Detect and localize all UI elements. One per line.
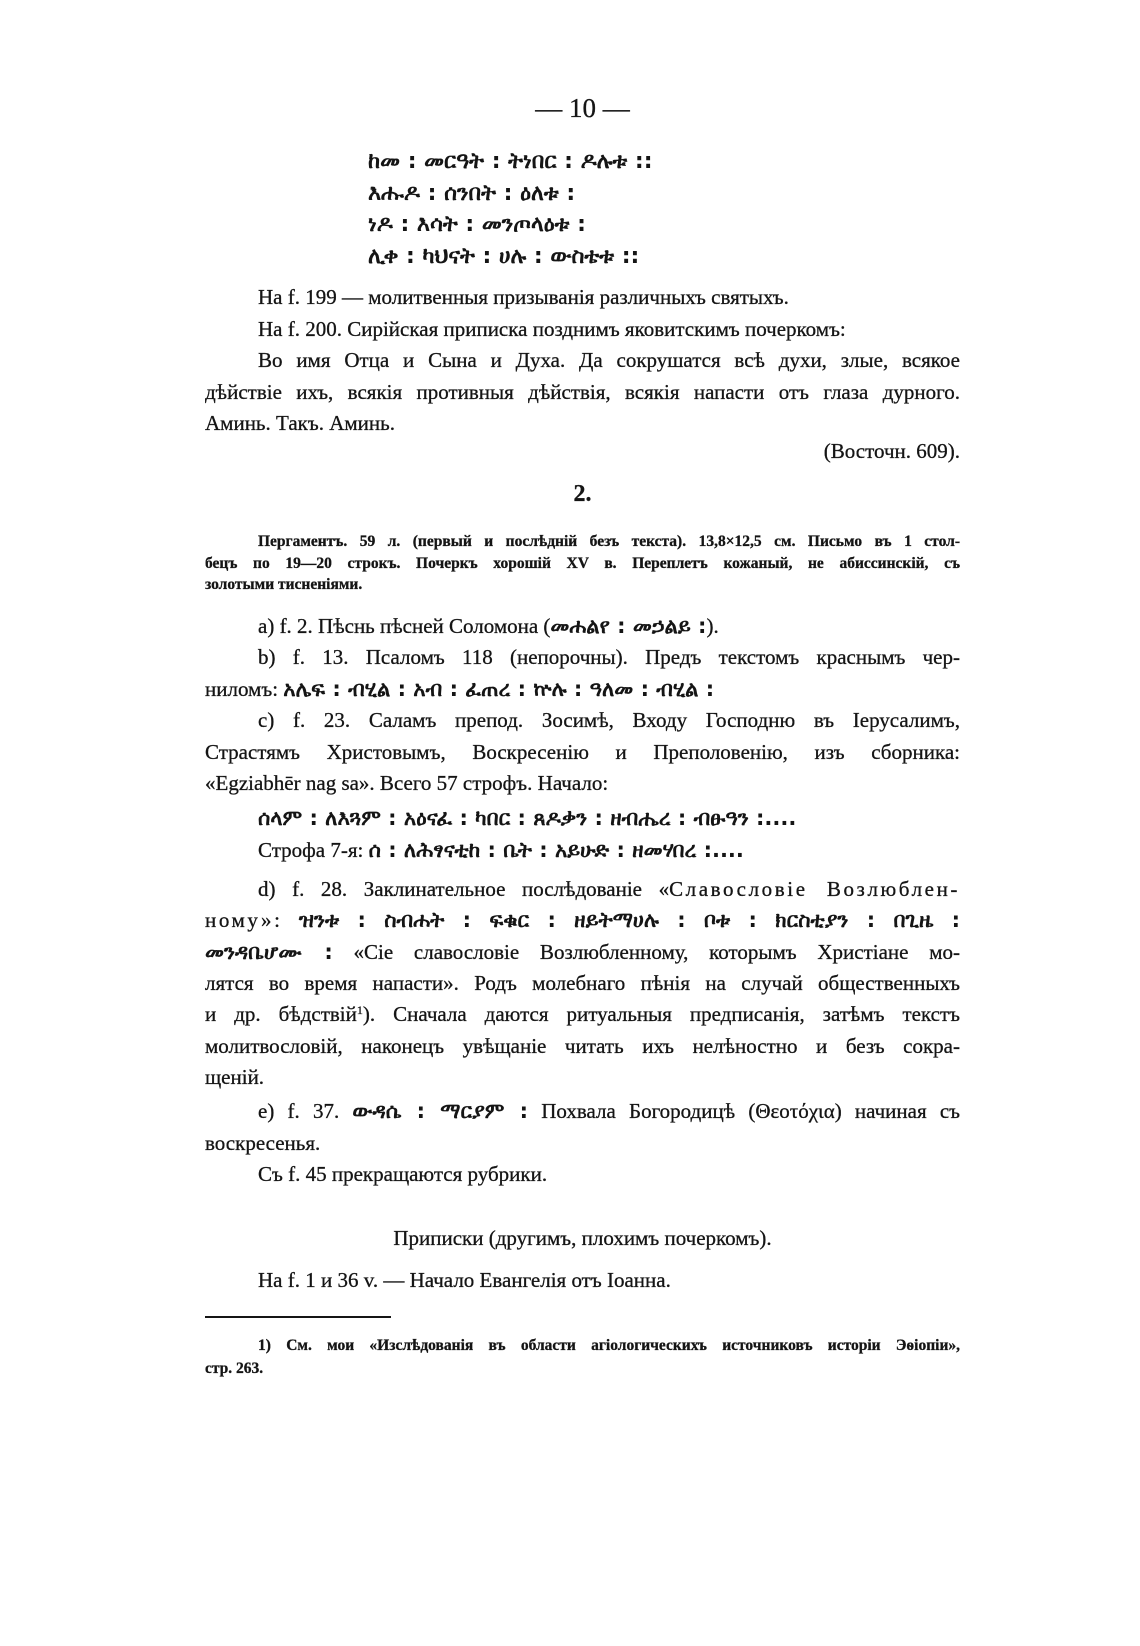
- item-d-line: лятся во время напасти». Родъ молебнаго пѣнія на случай общественныхъ: [205, 971, 960, 996]
- item-d-text: ). Сначала даются ритуальныя предписанія, затѣмъ текстъ: [362, 1002, 960, 1027]
- item-e-line: [205, 1096, 960, 1128]
- item-d: [205, 874, 960, 1093]
- syriac-translation-line: Во имя Отца и Сына и Духа. Да сокрушатся всѣ духи, злые, всякое: [258, 348, 960, 372]
- verse-line: ሊቀ : ካህናት : ሀሉ : ውስቴቱ ::: [368, 243, 640, 269]
- contents-list-a-c: [205, 611, 960, 799]
- item-e: [205, 1096, 960, 1191]
- addition-item: На f. 1 и 36 v. — Начало Евангелія отъ Іоанна.: [258, 1268, 671, 1292]
- item-d-text: d) f. 28. Заклинательное послѣдованіе «: [258, 877, 670, 901]
- item-b-text: ниломъ:: [205, 676, 279, 701]
- footnote: [205, 1334, 960, 1380]
- verse-line: ከመ : መርዓት : ትነበር : ዶሉቱ ::: [368, 149, 653, 174]
- item-c-ethiopic-incipit: ሰላም : ለእጓም : አዕናፈ : ካበር : ጸዶቃን : ዘብሔረ : ብፁዓን :....: [258, 806, 797, 830]
- item-d-spaced-title: Славословіе Возлюблен-: [669, 877, 960, 901]
- item-b-line: b) f. 13. Псаломъ 118 (непорочны). Предъ текстомъ краснымъ чер-: [258, 645, 960, 670]
- item-c-line: «Egziabhēr nag sa». Всего 57 строфъ. Начало:: [205, 770, 609, 795]
- footnote-line: 1) См. мои «Изслѣдованія въ области агіологическихъ источниковъ исторіи Эѳіопіи»,: [258, 1337, 960, 1354]
- additions-list: [205, 1264, 960, 1296]
- item-e-ethiopic-title: ውዳሴ : ማርያም :: [352, 1099, 529, 1123]
- item-d-line: щеній.: [205, 1065, 265, 1090]
- item-c-line: Страстямъ Христовымъ, Воскресенію и Преполовенію, изъ сборника:: [205, 739, 960, 764]
- strophe-label: Строфа 7-я:: [258, 838, 364, 862]
- strophe-ethiopic-incipit: ሰ : ለሕፃናቲከ : ቤት : አይሁድ : ዘመሃበረ :....: [368, 838, 744, 862]
- note-f200: На f. 200. Сирійская приписка позднимъ яковитскимъ почеркомъ:: [258, 316, 846, 341]
- folio-notes: [205, 282, 960, 440]
- salam-incipit: [205, 802, 960, 866]
- syriac-translation-line: дѣйствіе ихъ, всякія противныя дѣйствія, всякія напасти отъ глаза дурного.: [205, 379, 960, 404]
- item-d-line: [205, 874, 960, 905]
- note-f199: На f. 199 — молитвенныя призыванія различныхъ святыхъ.: [258, 285, 789, 309]
- description-line: Пергаментъ. 59 л. (первый и послѣдній безъ текста). 13,8×12,5 см. Письмо въ 1 стол-: [258, 533, 960, 550]
- item-b-line: [205, 674, 960, 705]
- item-d-text: «Сіе славословіе Возлюбленному, которымъ Христіане мо-: [353, 939, 960, 964]
- item-d-ethiopic-title: መንዳቤሆሙ :: [205, 939, 333, 964]
- item-d-line: молитвословій, наконецъ увѣщаніе читать ихъ нелѣностно и безъ сокра-: [205, 1033, 960, 1058]
- item-a: [205, 611, 960, 642]
- description-line: золотыми тисненіями.: [205, 576, 363, 593]
- footnote-line: стр. 263.: [205, 1360, 264, 1377]
- item-a-ethiopic-title: መሐልየ : መኃልይ :: [550, 614, 707, 638]
- item-e-text: e) f. 37.: [258, 1099, 340, 1123]
- item-d-ethiopic-title: ዝንቱ : ስብሐት : ፍቁር : ዘይትማሀሉ : ቦቱ : ክርስቲያን : በጊዜ :: [298, 908, 960, 933]
- section-number: 2.: [573, 481, 592, 507]
- ethiopic-verse: [368, 146, 928, 272]
- syriac-translation-line: Аминь. Такъ. Аминь.: [205, 411, 395, 435]
- item-a-text: a) f. 2. Пѣснь пѣсней Соломона (: [258, 614, 551, 638]
- item-a-end: ).: [706, 614, 719, 638]
- item-e-line: воскресенья.: [205, 1130, 321, 1155]
- item-d-line: [205, 937, 960, 968]
- manuscript-description: [205, 531, 960, 596]
- description-line: бецъ по 19—20 строкъ. Почеркъ хорошій XV в. Переплетъ кожаный, не абиссинскій, съ: [205, 554, 960, 572]
- verse-line: ነዶ : እሳት : መንጦላዕቱ :: [368, 212, 586, 237]
- source-reference: (Восточн. 609).: [823, 439, 960, 463]
- item-d-line: [205, 999, 960, 1030]
- rubrics-note: Съ f. 45 прекращаются рубрики.: [258, 1162, 548, 1186]
- page-number: — 10 —: [535, 93, 630, 123]
- item-d-line: [205, 905, 960, 936]
- verse-line: እሑዶ : ሰንበት : ዕለቱ :: [368, 180, 576, 206]
- item-e-text: Похвала Богородицѣ (Θεοτόχια) начиная съ: [541, 1099, 960, 1123]
- item-d-spaced-title: ному»:: [205, 908, 283, 933]
- footnote-marker: 1: [356, 1003, 363, 1018]
- item-c-line: c) f. 23. Саламъ препод. Зосимѣ, Входу Господню въ Іерусалимъ,: [258, 708, 960, 733]
- additions-heading: Приписки (другимъ, плохимъ почеркомъ).: [393, 1226, 772, 1250]
- item-d-text: и др. бѣдствій: [205, 1002, 357, 1027]
- footnote-divider: [205, 1316, 391, 1318]
- item-b-ethiopic-rubric: አሌፍ : ብሂል : አብ : ፈጠረ : ኵሉ : ዓለመ : ብሂል :: [283, 676, 715, 701]
- item-c-strophe: [205, 834, 960, 866]
